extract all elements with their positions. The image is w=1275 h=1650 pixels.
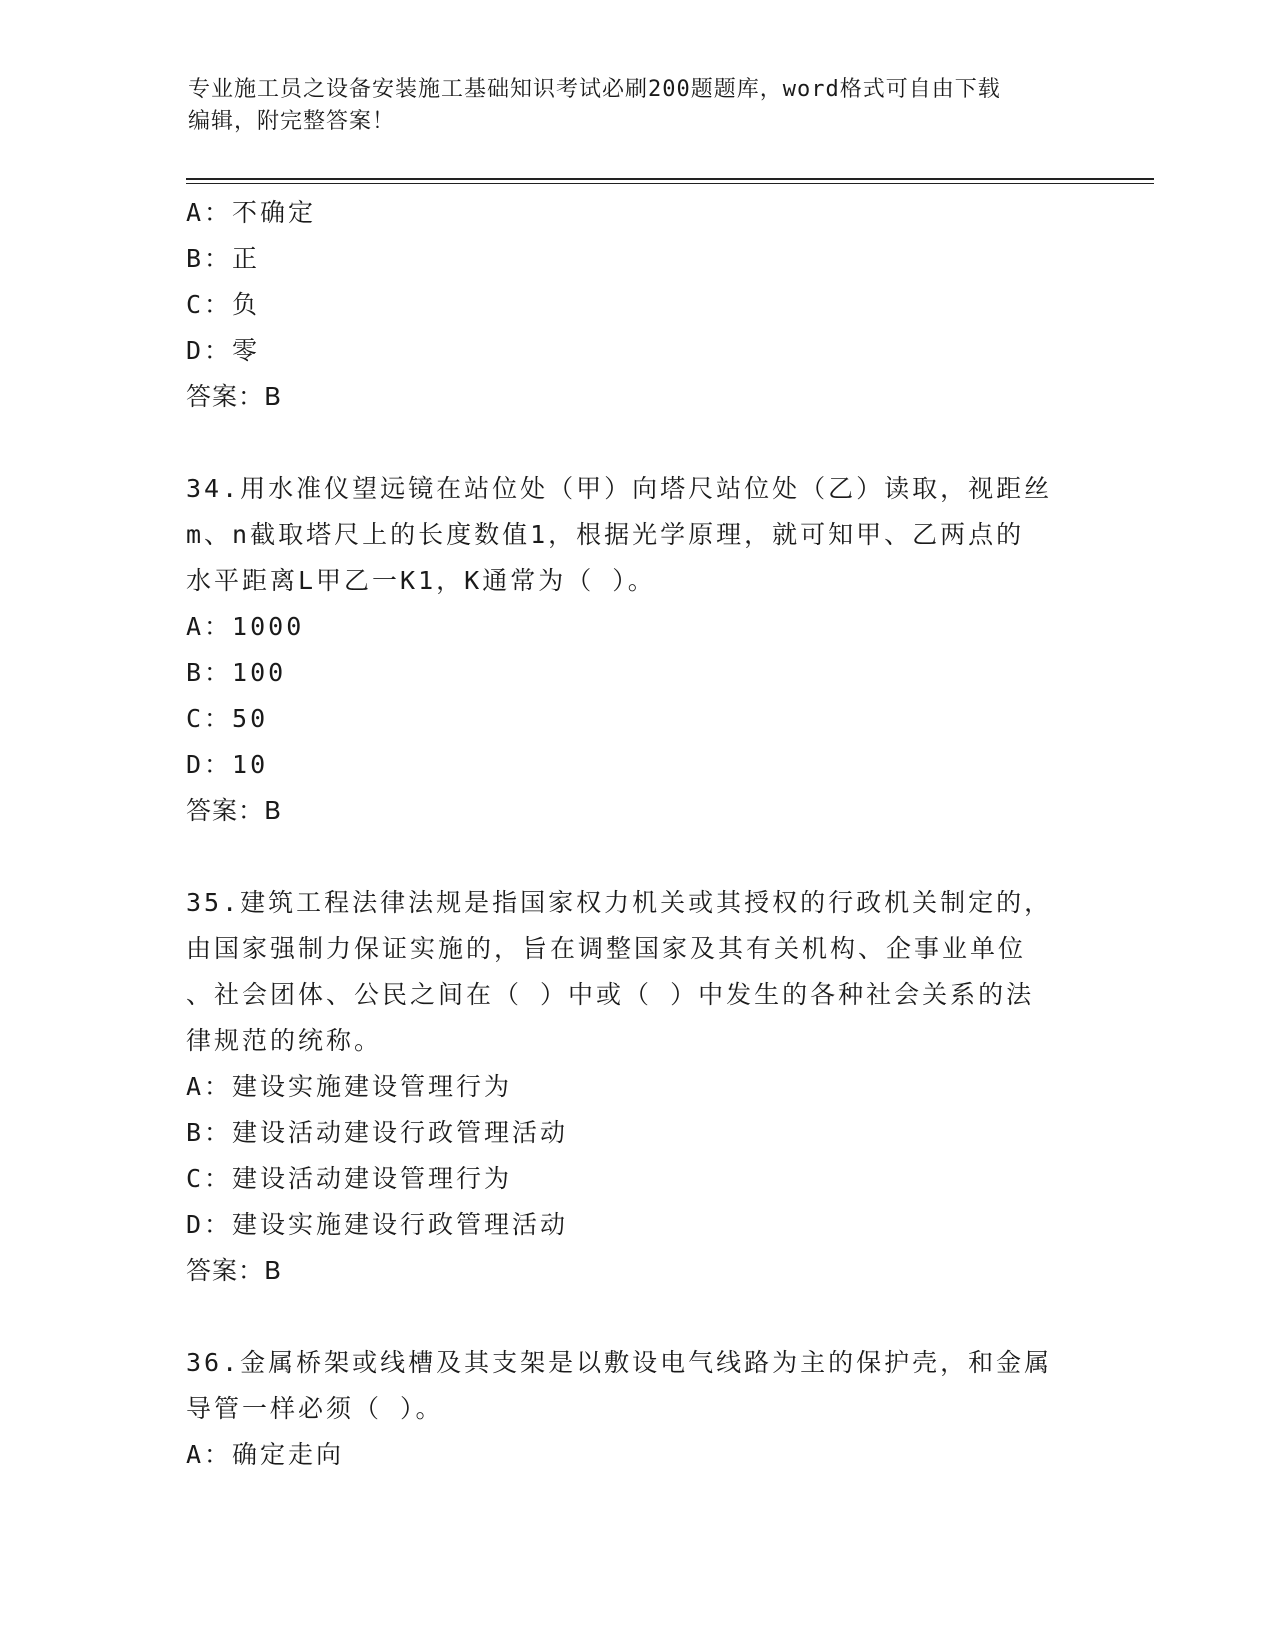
option-a: A：不确定 (186, 198, 317, 227)
header-line-1: 专业施工员之设备安装施工基础知识考试必刷200题题库，word格式可自由下载 (188, 77, 1001, 102)
question-text-line: 36.金属桥架或线槽及其支架是以敷设电气线路为主的保护壳，和金属 (186, 1348, 1053, 1377)
question-spacer (186, 834, 1086, 880)
option-a: A：建设实施建设管理行为 (186, 1072, 513, 1101)
question-text-line: 、社会团体、公民之间在（ ）中或（ ）中发生的各种社会关系的法 (186, 980, 1035, 1009)
question-spacer (186, 1294, 1086, 1340)
option-c: C：50 (186, 704, 269, 733)
option-b: B：建设活动建设行政管理活动 (186, 1118, 569, 1147)
question-text-line: 律规范的统称。 (186, 1026, 383, 1055)
answer: 答案：B (186, 1256, 283, 1285)
question-34 (186, 466, 1086, 834)
header-rule-thin (186, 183, 1154, 184)
question-text-line: 34.用水准仪望远镜在站位处（甲）向塔尺站位处（乙）读取，视距丝 (186, 474, 1053, 503)
option-d: D：10 (186, 750, 269, 779)
answer: 答案：B (186, 796, 283, 825)
question-list (186, 190, 1086, 1478)
option-d: D：零 (186, 336, 261, 365)
question-text-line: 35.建筑工程法律法规是指国家权力机关或其授权的行政机关制定的， (186, 888, 1053, 917)
question-text-line: 由国家强制力保证实施的，旨在调整国家及其有关机构、企事业单位 (186, 934, 1027, 963)
document-header (188, 74, 1088, 138)
question-text-line: 水平距离L甲乙一K1，K通常为（ ）。 (186, 566, 656, 595)
option-b: B：100 (186, 658, 287, 687)
question-33 (186, 190, 1086, 420)
question-text-line: 导管一样必须（ ）。 (186, 1394, 444, 1423)
option-d: D：建设实施建设行政管理活动 (186, 1210, 569, 1239)
question-35 (186, 880, 1086, 1294)
option-a: A：1000 (186, 612, 305, 641)
question-spacer (186, 420, 1086, 466)
question-text-line: m、n截取塔尺上的长度数值1，根据光学原理，就可知甲、乙两点的 (186, 520, 1025, 549)
option-c: C：负 (186, 290, 261, 319)
header-line-2: 编辑，附完整答案！ (188, 109, 396, 134)
option-b: B：正 (186, 244, 261, 273)
option-a: A：确定走向 (186, 1440, 345, 1469)
answer: 答案：B (186, 382, 283, 411)
option-c: C：建设活动建设管理行为 (186, 1164, 513, 1193)
question-36 (186, 1340, 1086, 1478)
header-rule-thick (186, 178, 1154, 180)
